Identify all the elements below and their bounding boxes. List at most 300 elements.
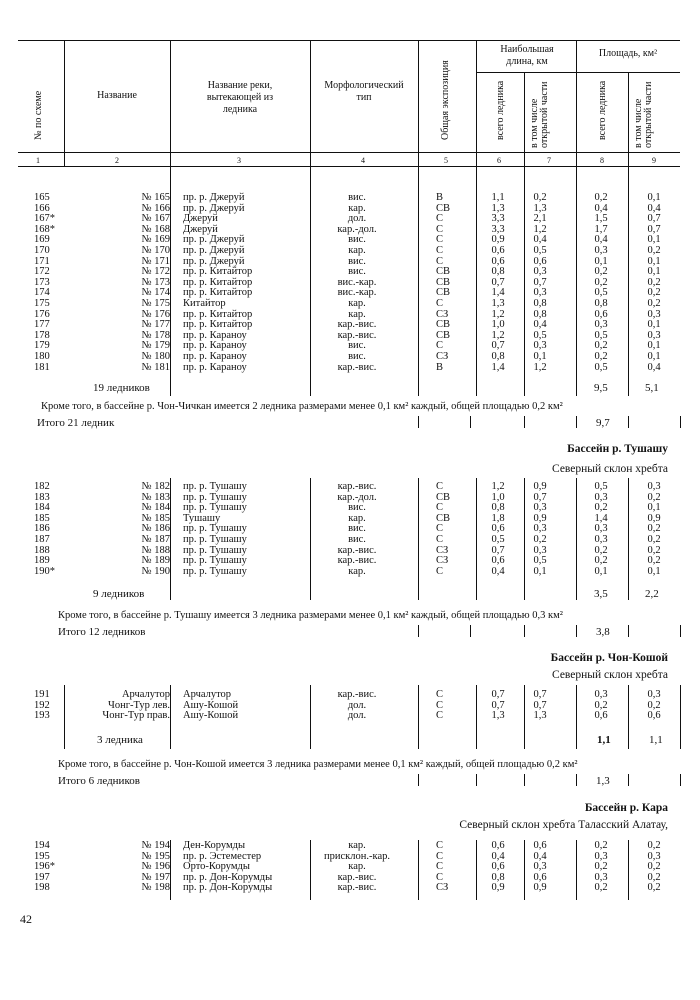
cell-l2: 0,3: [533, 502, 547, 514]
cell-a1: 0,8: [594, 298, 608, 309]
cell-n: 175: [34, 298, 50, 309]
cell-name: № 194: [141, 840, 170, 851]
header-col-exposure: Общая экспозиция: [440, 60, 451, 140]
section-2-note: Кроме того, в бассейне р. Тушашу имеется 3 ледника размерами менее 0,1 км² каждый, общей площадью 0,3 км²: [58, 610, 563, 621]
section-1-note: Кроме того, в бассейне р. Чон-Чичкан имеется 2 ледника размерами менее 0,1 км² каждый, общей площадью 0,2 км²: [41, 401, 563, 412]
cell-name: № 189: [141, 555, 170, 567]
cell-n: 185: [34, 512, 50, 524]
cell-morph: кар.-дол.: [337, 223, 377, 235]
section-3-slope: Северный склон хребта: [552, 669, 668, 681]
cell-a2: 0,2: [647, 555, 661, 567]
cell-l1: 1,0: [491, 319, 505, 331]
header-num-9: 9: [652, 156, 656, 165]
section-2-slope: Северный склон хребта: [552, 463, 668, 475]
cell-morph: кар.-вис.: [337, 871, 377, 883]
cell-exp: СВ: [436, 329, 451, 341]
cell-exp: СВ: [436, 202, 451, 214]
cell-exp: СВ: [436, 266, 451, 278]
cell-river: пр. р. Джеруй: [183, 245, 245, 256]
cell-exp: С: [436, 340, 444, 352]
cell-l1: 3,3: [491, 213, 505, 225]
cell-river: пр. р. Джеруй: [183, 234, 245, 246]
cell-name: № 178: [141, 329, 170, 341]
cell-morph: кар.: [348, 861, 366, 873]
cell-river: пр. р. Джеруй: [183, 255, 245, 267]
section-2-count-area-open: 2,2: [645, 588, 659, 600]
cell-a2: 0,1: [647, 255, 661, 267]
cell-name: № 190: [141, 565, 170, 577]
cell-l2: 0,7: [533, 491, 547, 503]
cell-morph: вис.: [348, 351, 366, 362]
table-row: [0, 883, 700, 894]
cell-a1: 0,2: [594, 340, 608, 352]
cell-n: 198: [34, 882, 50, 894]
section-3-note: Кроме того, в бассейне р. Чон-Кошой имеется 3 ледника размерами менее 0,1 км² каждый, общей площадью 0,2 км²: [58, 759, 578, 770]
cell-morph: кар.-вис.: [337, 329, 377, 341]
cell-a2: 0,1: [647, 192, 661, 203]
cell-a1: 1,5: [594, 213, 608, 225]
page-number: 42: [20, 912, 32, 926]
header-col-area-total: всего ледника: [597, 80, 608, 140]
section-2-basin: Бассейн р. Тушашу: [567, 443, 668, 455]
cell-morph: присклон.-кар.: [324, 850, 390, 862]
cell-a2: 0,4: [647, 202, 661, 214]
cell-a1: 0,6: [594, 308, 608, 320]
header-num-7: 7: [547, 156, 551, 165]
cell-name: № 167: [141, 213, 170, 225]
header-col-name: Название: [97, 90, 137, 101]
cell-river: пр. р. Тушашу: [183, 491, 247, 503]
cell-river: Джеруй: [183, 213, 218, 225]
cell-l1: 1,2: [491, 308, 505, 320]
cell-morph: кар.-вис.: [337, 361, 377, 373]
cell-exp: СЗ: [436, 544, 449, 556]
header-col-length-open: в том числе открытой части: [529, 81, 550, 148]
cell-n: 170: [34, 245, 50, 256]
cell-a2: 0,2: [647, 544, 661, 556]
cell-l2: 0,2: [533, 534, 547, 545]
section-3-basin: Бассейн р. Чон-Кошой: [550, 652, 668, 664]
cell-river: пр. р. Тушашу: [183, 565, 247, 577]
cell-a1: 0,1: [594, 255, 608, 267]
cell-river: пр. р. Дон-Корумды: [183, 882, 273, 894]
cell-a2: 0,1: [647, 340, 661, 352]
cell-n: 196*: [34, 861, 55, 873]
cell-name: № 168: [141, 223, 170, 235]
cell-l1: 0,9: [491, 882, 505, 894]
cell-a1: 0,2: [594, 276, 608, 288]
cell-name: № 179: [141, 340, 170, 352]
section-2-total: Итого 12 ледников: [58, 626, 146, 638]
cell-exp: СВ: [436, 512, 451, 524]
cell-n: 169: [34, 234, 50, 246]
cell-morph: вис.: [348, 266, 366, 278]
cell-a1: 0,2: [594, 502, 608, 514]
cell-exp: С: [436, 710, 444, 722]
cell-a2: 0,3: [647, 329, 661, 341]
cell-river: пр. р. Караноу: [183, 351, 247, 362]
cell-l1: 1,3: [491, 202, 505, 214]
section-3-total-area: 1,3: [596, 775, 610, 787]
cell-exp: С: [436, 861, 444, 873]
cell-l2: 0,3: [533, 523, 547, 535]
cell-name: Чонг-Тур прав.: [102, 710, 170, 722]
cell-l1: 0,8: [491, 871, 505, 883]
cell-name: № 197: [141, 871, 170, 883]
cell-l1: 0,6: [491, 555, 505, 567]
cell-l1: 0,4: [491, 850, 505, 862]
cell-river: Орто-Корумды: [183, 861, 250, 873]
section-2-count-area: 3,5: [594, 588, 608, 600]
cell-morph: кар.: [348, 565, 366, 577]
table-row: [0, 299, 700, 310]
cell-a1: 0,5: [594, 287, 608, 299]
cell-l1: 0,7: [491, 699, 505, 711]
cell-a2: 0,2: [647, 882, 661, 894]
cell-n: 166: [34, 202, 50, 214]
header-num-1: 1: [36, 156, 40, 165]
cell-name: № 195: [141, 850, 170, 862]
cell-l2: 0,8: [533, 308, 547, 320]
cell-exp: С: [436, 223, 444, 235]
cell-river: Ашу-Кошой: [183, 699, 239, 711]
cell-l2: 0,1: [533, 351, 547, 362]
cell-morph: кар.-вис.: [337, 555, 377, 567]
cell-l2: 0,1: [533, 565, 547, 577]
cell-a2: 0,2: [647, 287, 661, 299]
table-row: [0, 711, 700, 722]
cell-exp: СЗ: [436, 882, 449, 894]
cell-l1: 3,3: [491, 223, 505, 235]
cell-a1: 0,2: [594, 555, 608, 567]
cell-exp: С: [436, 871, 444, 883]
cell-morph: вис.: [348, 523, 366, 535]
cell-a1: 0,5: [594, 361, 608, 373]
cell-l2: 2,1: [533, 213, 547, 225]
cell-river: пр. р. Тушашу: [183, 534, 247, 545]
cell-name: № 198: [141, 882, 170, 894]
cell-a1: 0,3: [594, 871, 608, 883]
cell-l2: 0,3: [533, 340, 547, 352]
cell-river: пр. р. Караноу: [183, 329, 247, 341]
table-row: [0, 535, 700, 546]
cell-exp: В: [436, 192, 444, 203]
cell-n: 190*: [34, 565, 55, 577]
cell-exp: С: [436, 850, 444, 862]
cell-morph: кар.-вис.: [337, 481, 377, 492]
cell-a1: 1,4: [594, 512, 608, 524]
cell-a2: 0,2: [647, 871, 661, 883]
cell-river: пр. р. Караноу: [183, 361, 247, 373]
cell-a2: 0,7: [647, 213, 661, 225]
cell-l2: 1,2: [533, 223, 547, 235]
section-2-total-area: 3,8: [596, 626, 610, 638]
cell-a2: 0,2: [647, 523, 661, 535]
cell-l1: 0,6: [491, 255, 505, 267]
cell-l1: 1,3: [491, 298, 505, 309]
cell-river: Тушашу: [183, 512, 221, 524]
cell-river: пр. р. Караноу: [183, 340, 247, 352]
cell-a2: 0,4: [647, 361, 661, 373]
cell-exp: С: [436, 481, 444, 492]
cell-morph: кар.: [348, 245, 366, 256]
table-row: [0, 690, 700, 701]
cell-a1: 0,4: [594, 234, 608, 246]
cell-morph: кар.: [348, 298, 366, 309]
cell-exp: С: [436, 534, 444, 545]
cell-n: 177: [34, 319, 50, 331]
cell-a1: 0,1: [594, 565, 608, 577]
cell-n: 183: [34, 491, 50, 503]
cell-l2: 0,2: [533, 192, 547, 203]
cell-name: № 196: [141, 861, 170, 873]
cell-a2: 0,3: [647, 308, 661, 320]
cell-a2: 0,1: [647, 502, 661, 514]
cell-morph: вис.: [348, 502, 366, 514]
cell-n: 194: [34, 840, 50, 851]
cell-l1: 0,4: [491, 565, 505, 577]
cell-n: 188: [34, 544, 50, 556]
cell-l2: 0,9: [533, 481, 547, 492]
cell-a2: 0,1: [647, 319, 661, 331]
cell-l1: 0,8: [491, 266, 505, 278]
cell-n: 174: [34, 287, 50, 299]
cell-name: № 184: [141, 502, 170, 514]
section-3-count-area: 1,1: [597, 734, 611, 746]
cell-n: 168*: [34, 223, 55, 235]
cell-l2: 0,8: [533, 298, 547, 309]
cell-n: 165: [34, 192, 50, 203]
cell-name: Арчалутор: [121, 689, 170, 700]
header-col-morph: Морфологический тип: [324, 80, 404, 103]
cell-l2: 0,7: [533, 689, 547, 700]
cell-a2: 0,6: [647, 710, 661, 722]
header-num-3: 3: [237, 156, 241, 165]
cell-exp: С: [436, 245, 444, 256]
cell-name: № 172: [141, 266, 170, 278]
cell-n: 176: [34, 308, 50, 320]
cell-river: пр. р. Китайтор: [183, 319, 253, 331]
cell-a2: 0,9: [647, 512, 661, 524]
section-3-count: 3 ледника: [97, 734, 143, 746]
cell-l2: 0,5: [533, 245, 547, 256]
cell-river: пр. р. Эстеместер: [183, 850, 262, 862]
cell-l2: 0,3: [533, 287, 547, 299]
cell-a1: 0,3: [594, 534, 608, 545]
cell-n: 180: [34, 351, 50, 362]
cell-l1: 0,6: [491, 840, 505, 851]
cell-n: 192: [34, 699, 50, 711]
cell-morph: кар.-вис.: [337, 882, 377, 894]
cell-morph: кар.-дол.: [337, 491, 377, 503]
header-num-2: 2: [115, 156, 119, 165]
cell-river: Арчалутор: [183, 689, 232, 700]
cell-exp: С: [436, 840, 444, 851]
cell-river: пр. р. Тушашу: [183, 523, 247, 535]
cell-river: пр. р. Китайтор: [183, 308, 253, 320]
cell-river: Ашу-Кошой: [183, 710, 239, 722]
cell-morph: вис.-кар.: [337, 287, 377, 299]
cell-river: пр. р. Китайтор: [183, 287, 253, 299]
cell-river: Джеруй: [183, 223, 218, 235]
cell-river: пр. р. Тушашу: [183, 555, 247, 567]
cell-exp: С: [436, 213, 444, 225]
cell-l1: 1,4: [491, 287, 505, 299]
cell-river: пр. р. Джеруй: [183, 192, 245, 203]
cell-exp: СВ: [436, 276, 451, 288]
header-area-group: Площадь, км²: [598, 48, 658, 59]
cell-n: 197: [34, 871, 50, 883]
cell-l1: 1,4: [491, 361, 505, 373]
cell-l1: 1,2: [491, 329, 505, 341]
cell-l1: 1,1: [491, 192, 505, 203]
header-col-river: Название реки, вытекающей из ледника: [206, 80, 274, 115]
header-num-8: 8: [600, 156, 604, 165]
cell-n: 186: [34, 523, 50, 535]
cell-l2: 0,4: [533, 234, 547, 246]
table-row: [0, 352, 700, 363]
cell-name: № 183: [141, 491, 170, 503]
cell-morph: вис.: [348, 534, 366, 545]
cell-exp: С: [436, 298, 444, 309]
cell-l1: 0,8: [491, 351, 505, 362]
cell-l1: 0,7: [491, 340, 505, 352]
cell-l1: 0,6: [491, 523, 505, 535]
cell-morph: кар.-вис.: [337, 319, 377, 331]
cell-name: Чонг-Тур лев.: [108, 699, 170, 711]
cell-a2: 0,2: [647, 861, 661, 873]
cell-a1: 0,2: [594, 266, 608, 278]
cell-a2: 0,2: [647, 840, 661, 851]
cell-name: № 180: [141, 351, 170, 362]
table-row: [0, 363, 700, 374]
cell-morph: кар.-вис.: [337, 544, 377, 556]
cell-name: № 187: [141, 534, 170, 545]
cell-n: 178: [34, 329, 50, 341]
cell-a1: 0,3: [594, 491, 608, 503]
cell-l2: 0,4: [533, 319, 547, 331]
cell-a1: 0,4: [594, 202, 608, 214]
cell-n: 167*: [34, 213, 55, 225]
cell-n: 189: [34, 555, 50, 567]
cell-l1: 0,6: [491, 245, 505, 256]
cell-a1: 0,2: [594, 861, 608, 873]
cell-a2: 0,3: [647, 689, 661, 700]
cell-morph: вис.: [348, 192, 366, 203]
cell-a2: 0,3: [647, 850, 661, 862]
cell-exp: С: [436, 255, 444, 267]
section-4-basin: Бассейн р. Кара: [584, 802, 668, 814]
cell-name: № 177: [141, 319, 170, 331]
cell-l2: 1,3: [533, 710, 547, 722]
cell-l2: 0,6: [533, 871, 547, 883]
header-length-group: Наибольшая длина, км: [500, 44, 554, 67]
section-1-total: Итого 21 ледник: [37, 417, 115, 429]
header-col-number: № по схеме: [33, 90, 44, 140]
header-num-6: 6: [497, 156, 501, 165]
section-3-count-area-open: 1,1: [649, 734, 663, 746]
cell-morph: дол.: [347, 213, 367, 225]
cell-a1: 0,3: [594, 245, 608, 256]
cell-l2: 0,6: [533, 255, 547, 267]
cell-name: № 185: [141, 512, 170, 524]
cell-a1: 1,7: [594, 223, 608, 235]
cell-a1: 0,2: [594, 351, 608, 362]
cell-a1: 0,5: [594, 329, 608, 341]
cell-name: № 182: [141, 481, 170, 492]
cell-l2: 0,4: [533, 850, 547, 862]
cell-morph: вис.-кар.: [337, 276, 377, 288]
cell-l1: 1,2: [491, 481, 505, 492]
cell-l2: 1,3: [533, 202, 547, 214]
section-3-total: Итого 6 ледников: [58, 775, 140, 787]
cell-a2: 0,2: [647, 276, 661, 288]
cell-river: пр. р. Джеруй: [183, 202, 245, 214]
cell-a2: 0,2: [647, 491, 661, 503]
cell-morph: кар.: [348, 512, 366, 524]
cell-a2: 0,1: [647, 351, 661, 362]
cell-a1: 0,2: [594, 192, 608, 203]
cell-exp: СЗ: [436, 351, 449, 362]
cell-exp: В: [436, 361, 444, 373]
cell-l2: 0,5: [533, 329, 547, 341]
cell-name: № 170: [141, 245, 170, 256]
cell-l1: 1,3: [491, 710, 505, 722]
section-1-count-area-open: 5,1: [645, 382, 659, 394]
cell-n: 179: [34, 340, 50, 352]
cell-a1: 0,2: [594, 699, 608, 711]
cell-a2: 0,2: [647, 298, 661, 309]
cell-river: пр. р. Китайтор: [183, 276, 253, 288]
cell-a2: 0,3: [647, 481, 661, 492]
cell-a2: 0,2: [647, 534, 661, 545]
cell-name: № 166: [141, 202, 170, 214]
cell-morph: вис.: [348, 340, 366, 352]
table-row: [0, 567, 700, 578]
cell-l1: 0,8: [491, 502, 505, 514]
cell-morph: дол.: [347, 699, 367, 711]
cell-exp: СЗ: [436, 308, 449, 320]
cell-exp: С: [436, 234, 444, 246]
cell-exp: СВ: [436, 319, 451, 331]
cell-name: № 174: [141, 287, 170, 299]
cell-exp: С: [436, 523, 444, 535]
cell-name: № 188: [141, 544, 170, 556]
cell-a1: 0,2: [594, 544, 608, 556]
cell-l2: 0,3: [533, 861, 547, 873]
cell-l1: 0,9: [491, 234, 505, 246]
section-2-count: 9 ледников: [93, 588, 145, 600]
cell-a2: 0,1: [647, 234, 661, 246]
cell-morph: вис.: [348, 255, 366, 267]
cell-l1: 1,0: [491, 491, 505, 503]
cell-name: № 175: [141, 298, 170, 309]
cell-a1: 0,2: [594, 882, 608, 894]
table-row: [0, 246, 700, 257]
cell-l2: 0,7: [533, 699, 547, 711]
cell-l1: 0,7: [491, 276, 505, 288]
cell-exp: СЗ: [436, 555, 449, 567]
cell-l1: 0,6: [491, 861, 505, 873]
cell-name: № 171: [141, 255, 170, 267]
section-1-total-area: 9,7: [596, 417, 610, 429]
table-row: [0, 841, 700, 852]
cell-l2: 0,7: [533, 276, 547, 288]
cell-n: 173: [34, 276, 50, 288]
cell-river: Китайтор: [183, 298, 226, 309]
section-1-count: 19 ледников: [93, 382, 150, 394]
cell-l2: 0,9: [533, 512, 547, 524]
